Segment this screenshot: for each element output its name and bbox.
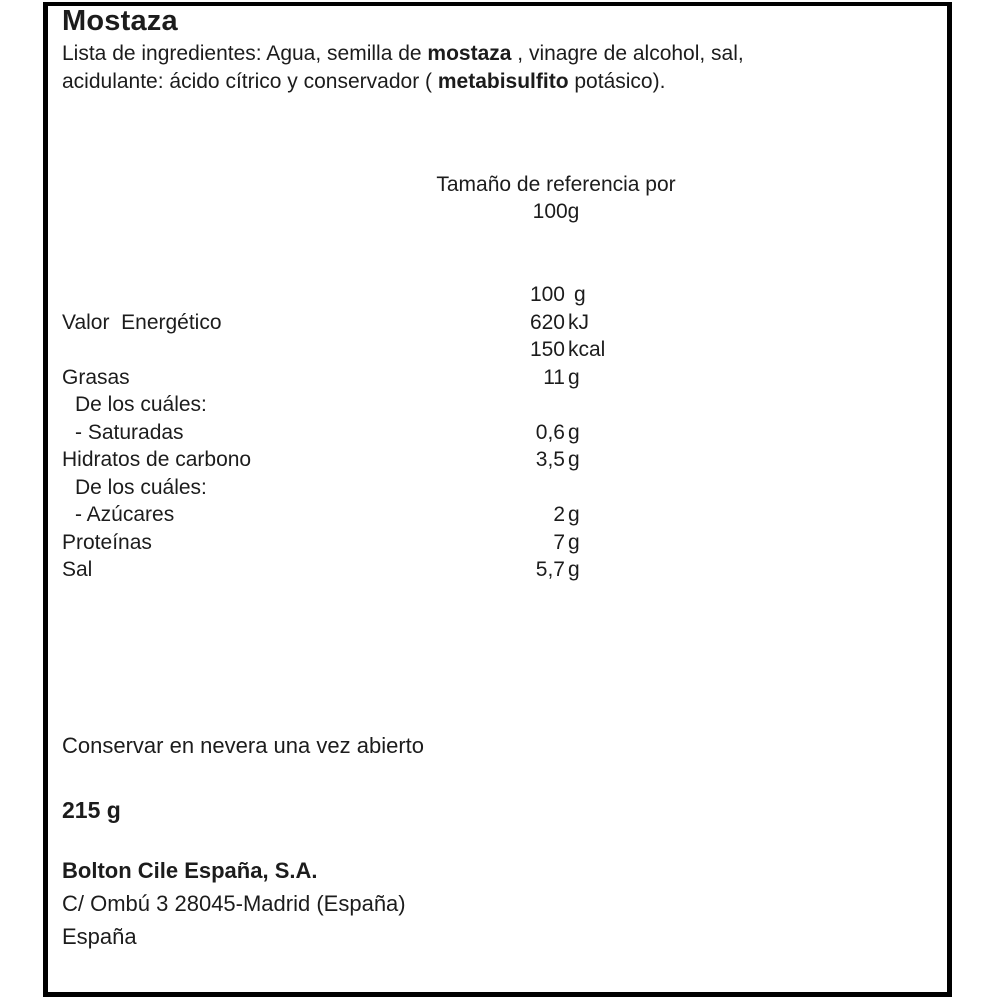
nutrition-row-value: 2 <box>553 503 565 526</box>
nutrition-row-value: 3,5 <box>535 448 565 471</box>
manufacturer-block <box>62 854 406 953</box>
reference-size-line-2: 100g <box>532 200 580 223</box>
nutrition-row-label: Sal <box>62 558 93 581</box>
label-border-box <box>43 2 952 997</box>
nutrition-row-unit: g <box>568 365 580 389</box>
nutrition-row-of-which-carbs <box>48 474 947 502</box>
nutrition-row-unit: g <box>568 448 580 471</box>
manufacturer-address: C/ Ombú 3 28045-Madrid (España) <box>62 891 406 916</box>
product-title: Mostaza <box>62 5 178 37</box>
nutrition-row-label: Proteínas <box>62 530 152 554</box>
ingredients-segment: potásico). <box>568 70 666 93</box>
nutrition-row-energy-kcal <box>48 336 947 364</box>
ingredients-line-1 <box>62 40 892 68</box>
nutrition-row-unit: g <box>568 530 580 554</box>
nutrition-row-label: Grasas <box>62 365 130 389</box>
nutrition-row-value: 100 <box>529 283 565 306</box>
reference-size-line-1: Tamaño de referencia por <box>436 173 676 196</box>
net-weight: 215 g <box>62 797 121 823</box>
nutrition-row-carbohydrate <box>48 446 947 474</box>
nutrition-row-protein <box>48 529 947 557</box>
nutrition-row-value: 7 <box>553 530 565 554</box>
nutrition-row-value: 620 <box>529 310 565 334</box>
ingredients-line-2 <box>62 68 892 96</box>
nutrition-row-unit: kcal <box>568 338 606 361</box>
manufacturer-country: España <box>62 924 137 949</box>
nutrition-row-fat <box>48 364 947 392</box>
nutrition-row-value: 11 <box>543 365 565 389</box>
ingredients-segment-bold: metabisulfito <box>437 70 569 93</box>
nutrition-row-unit: g <box>568 558 580 581</box>
nutrition-row-column-header <box>48 281 947 309</box>
nutrition-row-sugars <box>48 501 947 529</box>
nutrition-row-value: 5,7 <box>535 558 565 581</box>
nutrition-row-label: Hidratos de carbono <box>62 448 252 471</box>
nutrition-row-value: 150 <box>529 338 565 361</box>
nutrition-row-salt <box>48 556 947 584</box>
nutrition-row-label: - Azúcares <box>75 503 175 526</box>
ingredients-segment: , vinagre de alcohol, sal, <box>511 42 744 65</box>
nutrition-row-energy <box>48 309 947 337</box>
nutrition-row-unit: g <box>568 503 580 526</box>
nutrition-row-unit: g <box>568 420 580 444</box>
nutrition-row-saturates <box>48 419 947 447</box>
ingredients-segment: Lista de ingredientes: Agua, semilla de <box>62 42 428 65</box>
nutrition-row-label: De los cuáles: <box>75 475 207 499</box>
nutrition-row-unit: g <box>574 283 586 306</box>
nutrition-row-label: De los cuáles: <box>75 393 207 416</box>
nutrition-row-label: - Saturadas <box>75 420 184 444</box>
ingredients-text <box>62 40 892 96</box>
reference-size-header <box>436 171 675 225</box>
ingredients-segment: acidulante: ácido cítrico y conservador ( <box>62 70 438 93</box>
storage-note: Conservar en nevera una vez abierto <box>62 733 424 758</box>
nutrition-row-value: 0,6 <box>535 420 565 444</box>
manufacturer-name: Bolton Cile España, S.A. <box>62 858 318 883</box>
nutrition-row-label: Valor Energético <box>62 310 222 334</box>
ingredients-segment-bold: mostaza <box>427 42 512 65</box>
nutrition-table <box>48 281 947 584</box>
nutrition-row-unit: kJ <box>568 310 589 334</box>
nutrition-row-of-which-fat <box>48 391 947 419</box>
